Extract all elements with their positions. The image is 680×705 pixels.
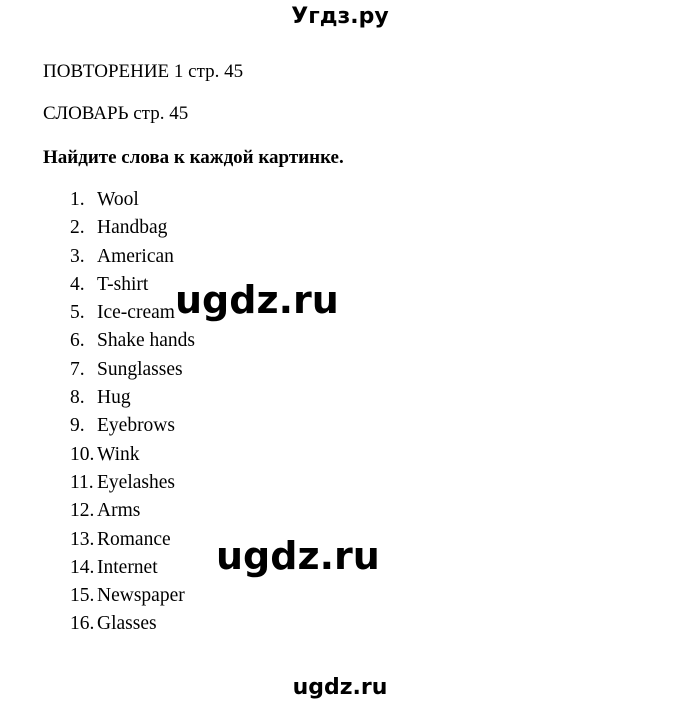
site-title: Угдз.ру	[291, 4, 389, 29]
item-number: 4.	[70, 273, 85, 295]
item-word: Eyebrows	[97, 415, 175, 437]
list-item	[70, 385, 195, 413]
item-word: American	[97, 245, 174, 267]
vocabulary-heading: СЛОВАРЬ стр. 45	[43, 103, 189, 124]
item-word: Wool	[97, 189, 139, 210]
watermark-footer: ugdz.ru	[292, 675, 388, 700]
list-item	[70, 244, 195, 272]
item-word: Glasses	[97, 613, 157, 635]
item-number: 14.	[70, 556, 95, 578]
item-number: 16.	[70, 613, 95, 635]
item-number: 3.	[70, 245, 85, 267]
list-item	[70, 498, 195, 526]
word-list	[70, 187, 195, 640]
item-word: Arms	[97, 500, 141, 522]
item-word: Sunglasses	[97, 358, 183, 380]
watermark-lower: ugdz.ru	[216, 534, 380, 578]
list-item	[70, 527, 195, 555]
item-number: 12.	[70, 500, 95, 522]
list-item	[70, 470, 195, 498]
list-item	[70, 187, 195, 215]
instruction-text: Найдите слова к каждой картинке.	[43, 147, 344, 168]
item-word: Hug	[97, 387, 131, 409]
item-number: 15.	[70, 585, 95, 607]
item-number: 13.	[70, 528, 95, 550]
item-number: 9.	[70, 415, 85, 437]
item-word: Shake hands	[97, 330, 196, 352]
item-word: Romance	[97, 528, 171, 550]
item-word: Eyelashes	[97, 471, 175, 493]
item-word: Newspaper	[97, 585, 185, 607]
list-item	[70, 583, 195, 611]
list-item	[70, 611, 195, 639]
item-number: 1.	[70, 189, 85, 210]
list-item	[70, 328, 195, 356]
item-word: Wink	[97, 443, 140, 465]
item-number: 10.	[70, 443, 95, 465]
item-word: Ice-cream	[97, 302, 175, 324]
item-number: 5.	[70, 302, 85, 324]
item-word: Handbag	[97, 217, 168, 239]
list-item	[70, 555, 195, 583]
repeat-heading: ПОВТОРЕНИЕ 1 стр. 45	[43, 61, 244, 82]
item-number: 7.	[70, 358, 85, 380]
list-item	[70, 357, 195, 385]
list-item	[70, 215, 195, 243]
list-item	[70, 442, 195, 470]
item-number: 8.	[70, 387, 85, 409]
item-word: Internet	[97, 556, 158, 578]
item-number: 11.	[70, 471, 94, 493]
list-item	[70, 413, 195, 441]
item-number: 2.	[70, 217, 85, 239]
item-number: 6.	[70, 330, 85, 352]
watermark-upper: ugdz.ru	[175, 278, 339, 322]
item-word: T-shirt	[97, 273, 149, 295]
